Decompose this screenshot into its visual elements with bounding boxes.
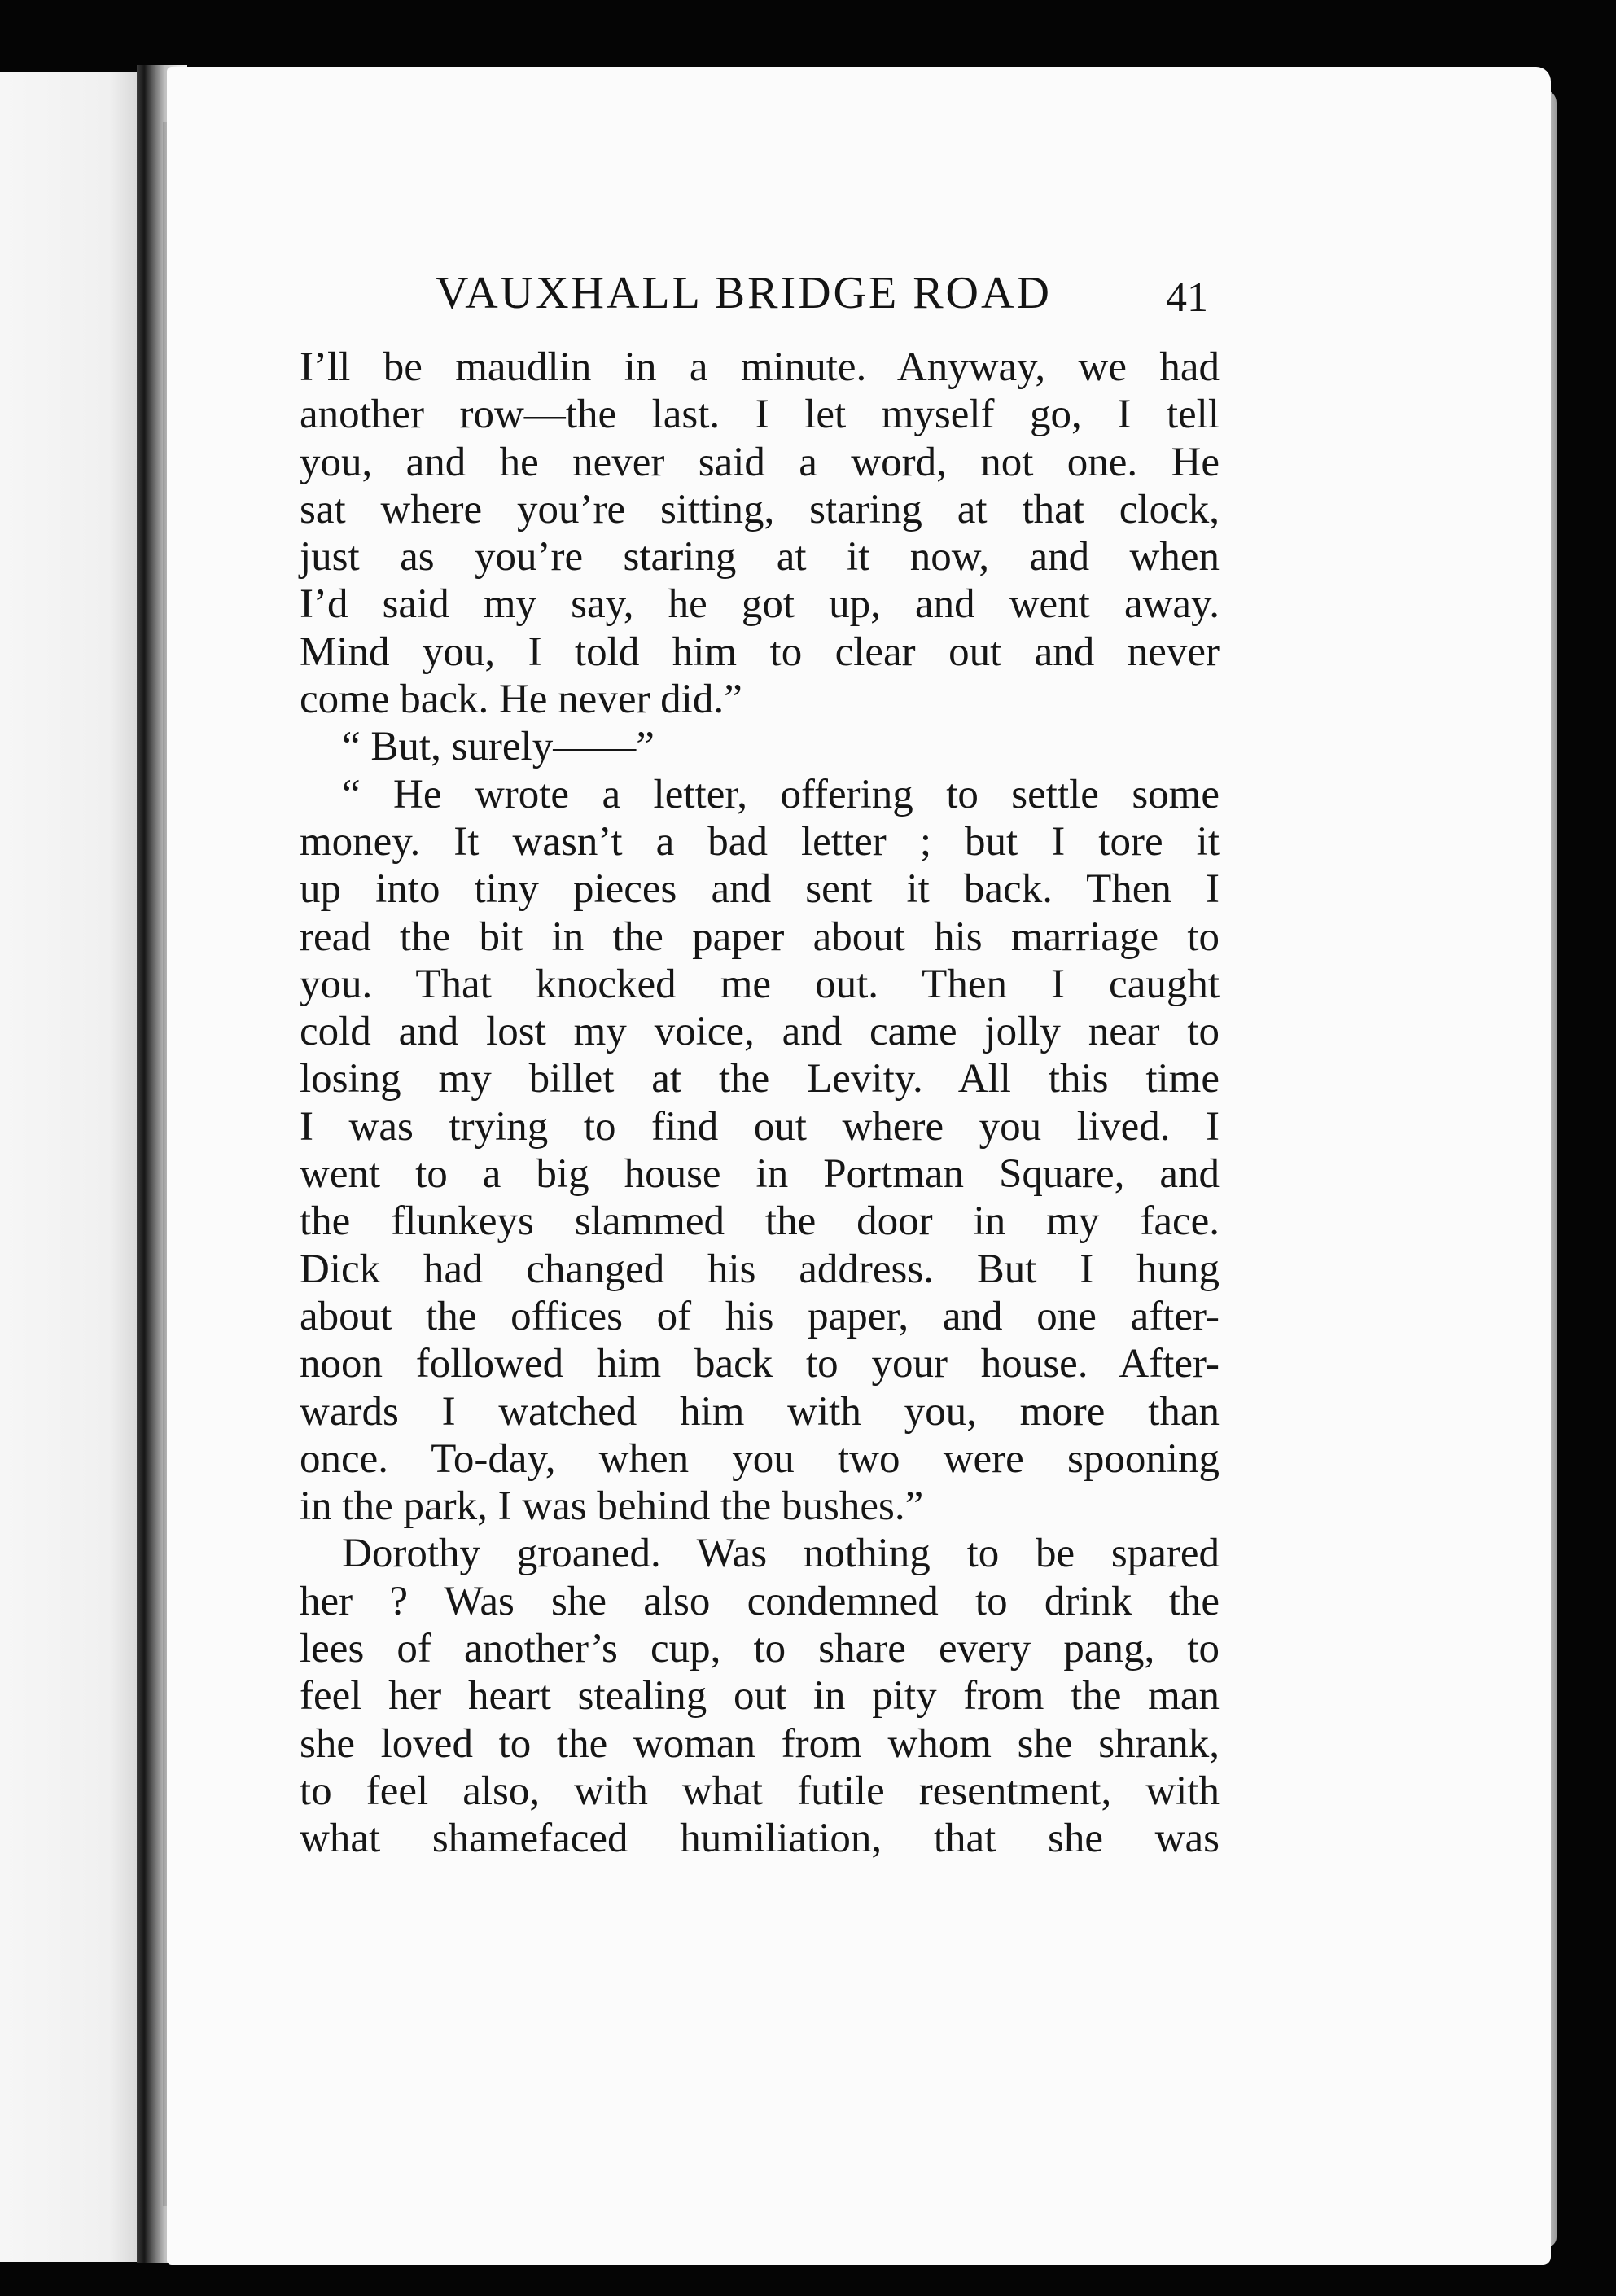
text-line: she loved to the woman from whom she shrank, bbox=[300, 1720, 1220, 1767]
text-line: feel her heart stealing out in pity from the man bbox=[300, 1673, 1220, 1720]
text-line: losing my billet at the Levity. All this time bbox=[300, 1056, 1220, 1102]
text-line: Dick had changed his address. But I hung bbox=[300, 1246, 1220, 1292]
text-line: I was trying to find out where you lived. I bbox=[300, 1103, 1220, 1150]
text-line: noon followed him back to your house. After- bbox=[300, 1341, 1220, 1387]
text-line: about the offices of his paper, and one after- bbox=[300, 1293, 1220, 1339]
text-line: Mind you, I told him to clear out and never bbox=[300, 629, 1220, 675]
text-line: her ? Was she also condemned to drink the bbox=[300, 1578, 1220, 1624]
body-text bbox=[300, 344, 1220, 1863]
text-line: went to a big house in Portman Square, and bbox=[300, 1151, 1220, 1198]
text-line: lees of another’s cup, to share every pang, to bbox=[300, 1626, 1220, 1672]
text-line: what shamefaced humiliation, that she was bbox=[300, 1816, 1220, 1862]
text-line: “ But, surely——” bbox=[342, 724, 655, 770]
text-line: “ He wrote a letter, offering to settle some bbox=[342, 771, 1220, 817]
running-head: VAUXHALL BRIDGE ROAD bbox=[436, 268, 1052, 318]
text-line: wards I watched him with you, more than bbox=[300, 1388, 1220, 1435]
text-line: cold and lost my voice, and came jolly near to bbox=[300, 1009, 1220, 1055]
text-line: you. That knocked me out. Then I caught bbox=[300, 961, 1220, 1007]
text-line: just as you’re staring at it now, and when bbox=[300, 534, 1220, 581]
text-line: read the bit in the paper about his marriage to bbox=[300, 914, 1220, 960]
text-line: the flunkeys slammed the door in my face. bbox=[300, 1198, 1220, 1245]
text-line: once. To-day, when you two were spooning bbox=[300, 1435, 1220, 1482]
text-line: come back. He never did.” bbox=[300, 677, 742, 723]
text-line: up into tiny pieces and sent it back. Then I bbox=[300, 866, 1220, 913]
text-line: in the park, I was behind the bushes.” bbox=[300, 1483, 924, 1530]
text-line: another row—the last. I let myself go, I tell bbox=[300, 392, 1220, 438]
text-line: I’ll be maudlin in a minute. Anyway, we had bbox=[300, 344, 1220, 390]
text-line: you, and he never said a word, not one. He bbox=[300, 439, 1220, 485]
page-number: 41 bbox=[1166, 274, 1208, 321]
text-line: sat where you’re sitting, staring at that clock, bbox=[300, 486, 1220, 532]
text-line: to feel also, with what futile resentment, with bbox=[300, 1768, 1220, 1814]
facing-page-edge bbox=[0, 72, 137, 2262]
text-line: money. It wasn’t a bad letter ; but I tore it bbox=[300, 818, 1220, 865]
text-line: I’d said my say, he got up, and went away. bbox=[300, 581, 1220, 628]
text-line: Dorothy groaned. Was nothing to be spared bbox=[342, 1531, 1220, 1577]
